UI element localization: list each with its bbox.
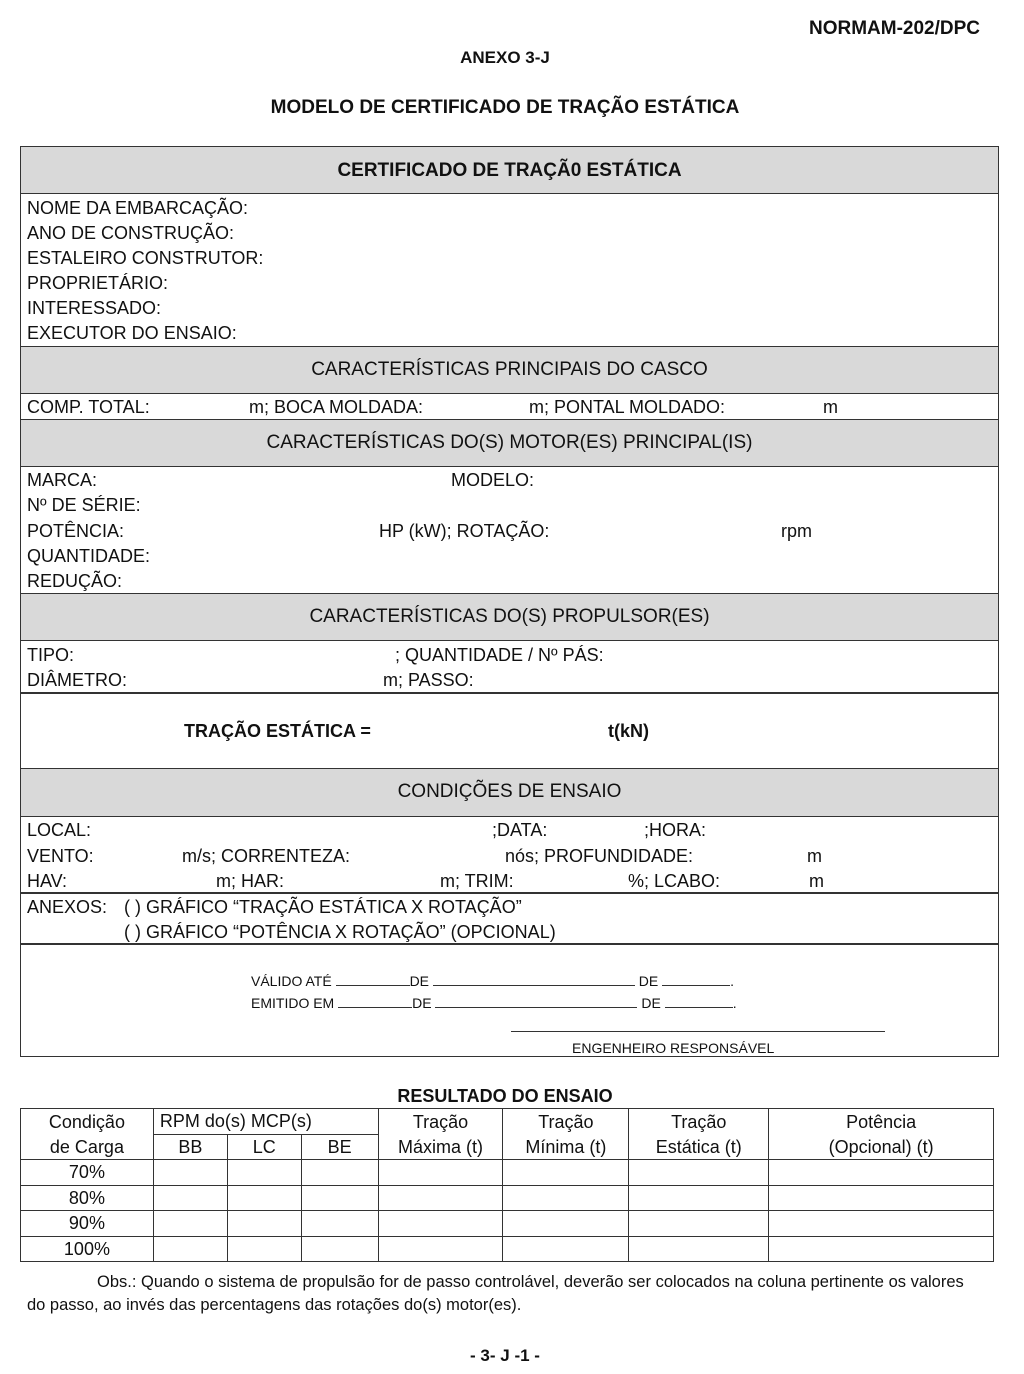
- field-interested: INTERESSADO:: [27, 298, 162, 318]
- cell-static[interactable]: [629, 1211, 769, 1237]
- field-current: m/s; CORRENTEZA:: [182, 846, 351, 866]
- header-lc: LC: [227, 1134, 301, 1160]
- hull-section-title: CARACTERÍSTICAS PRINCIPAIS DO CASCO: [21, 346, 998, 394]
- row-condition: 70%: [21, 1160, 154, 1186]
- cell-max[interactable]: [378, 1185, 503, 1211]
- attachment-power-chart: ( ) GRÁFICO “POTÊNCIA X ROTAÇÃO” (OPCIONAL): [124, 922, 556, 942]
- header-min-2: Mínima (t): [503, 1134, 629, 1160]
- hull-unit: m: [823, 397, 838, 417]
- field-reduction: REDUÇÃO:: [27, 571, 123, 591]
- field-date: ;DATA:: [492, 820, 548, 840]
- annex-label: ANEXO 3-J: [460, 48, 550, 67]
- field-rotation: HP (kW); ROTAÇÃO:: [379, 521, 550, 541]
- validity-block: [251, 970, 734, 992]
- field-total-length: COMP. TOTAL:: [27, 397, 150, 417]
- cell-be[interactable]: [301, 1236, 378, 1262]
- header-bb: BB: [153, 1134, 227, 1160]
- page-number: - 3- J -1 -: [470, 1346, 540, 1365]
- field-hour: ;HORA:: [644, 820, 707, 840]
- field-depth-water: nós; PROFUNDIDADE:: [505, 846, 694, 866]
- header-max-1: Tração: [378, 1109, 503, 1135]
- cell-max[interactable]: [378, 1211, 503, 1237]
- cell-bb[interactable]: [153, 1211, 227, 1237]
- cell-be[interactable]: [301, 1160, 378, 1186]
- static-traction-label: TRAÇÃO ESTÁTICA =: [184, 721, 371, 741]
- row-condition: 80%: [21, 1185, 154, 1211]
- rpm-unit: rpm: [781, 521, 812, 541]
- row-condition: 90%: [21, 1211, 154, 1237]
- field-hav: HAV:: [27, 871, 68, 891]
- certificate-form: [20, 146, 999, 1057]
- field-vessel-name: NOME DA EMBARCAÇÃO:: [27, 198, 249, 218]
- cell-bb[interactable]: [153, 1160, 227, 1186]
- cell-static[interactable]: [629, 1185, 769, 1211]
- header-be: BE: [301, 1134, 378, 1160]
- cell-lc[interactable]: [227, 1211, 301, 1237]
- results-title: RESULTADO DO ENSAIO: [397, 1086, 613, 1106]
- attachment-traction-chart: ( ) GRÁFICO “TRAÇÃO ESTÁTICA X ROTAÇÃO”: [124, 897, 522, 917]
- header-power-2: (Opcional) (t): [769, 1134, 994, 1160]
- issued-de-1: DE: [412, 995, 432, 1011]
- cell-power[interactable]: [769, 1160, 994, 1186]
- header-static-1: Tração: [629, 1109, 769, 1135]
- field-model: MODELO:: [451, 470, 535, 490]
- cell-static[interactable]: [629, 1236, 769, 1262]
- cell-power[interactable]: [769, 1185, 994, 1211]
- cell-static[interactable]: [629, 1160, 769, 1186]
- cell-be[interactable]: [301, 1185, 378, 1211]
- cell-bb[interactable]: [153, 1185, 227, 1211]
- cell-power[interactable]: [769, 1211, 994, 1237]
- field-har: m; HAR:: [216, 871, 285, 891]
- page-title: MODELO DE CERTIFICADO DE TRAÇÃO ESTÁTICA: [270, 97, 740, 118]
- results-table: [20, 1108, 994, 1262]
- row-condition: 100%: [21, 1236, 154, 1262]
- field-lcabo: %; LCABO:: [628, 871, 721, 891]
- cell-min[interactable]: [503, 1211, 629, 1237]
- table-row: [21, 1211, 994, 1237]
- issued-end: .: [732, 995, 737, 1011]
- propeller-section-title: CARACTERÍSTICAS DO(S) PROPULSOR(ES): [21, 593, 998, 641]
- conditions-section-title: CONDIÇÕES DE ENSAIO: [21, 768, 998, 817]
- field-brand: MARCA:: [27, 470, 98, 490]
- table-row: [21, 1236, 994, 1262]
- cell-lc[interactable]: [227, 1185, 301, 1211]
- header-max-2: Máxima (t): [378, 1134, 503, 1160]
- cell-power[interactable]: [769, 1236, 994, 1262]
- field-depth: m; PONTAL MOLDADO:: [529, 397, 726, 417]
- responsible-engineer-label: ENGENHEIRO RESPONSÁVEL: [572, 1040, 775, 1056]
- issue-block: [251, 992, 737, 1014]
- field-wind: VENTO:: [27, 846, 94, 866]
- observation-note: Obs.: Quando o sistema de propulsão for de passo controlável, deverão ser colocados na coluna pertinente os valores do passo, ao invés das percentagens das rotações do(s) motor(es).: [27, 1273, 964, 1314]
- header-min-1: Tração: [503, 1109, 629, 1135]
- valid-de-2: DE: [638, 973, 659, 989]
- valid-de-1: DE: [409, 973, 430, 989]
- signature-line: [511, 1031, 885, 1032]
- field-pitch: m; PASSO:: [383, 670, 474, 690]
- header-power-1: Potência: [769, 1109, 994, 1135]
- issued-de-2: DE: [641, 995, 661, 1011]
- cell-lc[interactable]: [227, 1236, 301, 1262]
- unit-m-2: m: [809, 871, 824, 891]
- cell-min[interactable]: [503, 1185, 629, 1211]
- header-condition-2: de Carga: [21, 1134, 154, 1160]
- field-shipyard: ESTALEIRO CONSTRUTOR:: [27, 248, 264, 268]
- field-type: TIPO:: [27, 645, 75, 665]
- cell-lc[interactable]: [227, 1160, 301, 1186]
- static-traction-unit: t(kN): [608, 721, 649, 741]
- field-diameter: DIÂMETRO:: [27, 670, 128, 690]
- field-location: LOCAL:: [27, 820, 92, 840]
- field-owner: PROPRIETÁRIO:: [27, 273, 169, 293]
- cell-min[interactable]: [503, 1160, 629, 1186]
- header-static-2: Estática (t): [629, 1134, 769, 1160]
- header-rpm: RPM do(s) MCP(s): [153, 1109, 378, 1135]
- cell-bb[interactable]: [153, 1236, 227, 1262]
- cell-max[interactable]: [378, 1236, 503, 1262]
- table-row: [21, 1160, 994, 1186]
- field-trim: m; TRIM:: [440, 871, 514, 891]
- field-build-year: ANO DE CONSTRUÇÃO:: [27, 223, 235, 243]
- issued-label: EMITIDO EM: [251, 995, 335, 1011]
- field-power: POTÊNCIA:: [27, 521, 125, 541]
- cell-be[interactable]: [301, 1211, 378, 1237]
- field-quantity: QUANTIDADE:: [27, 546, 151, 566]
- certificate-title: CERTIFICADO DE TRAÇÃ0 ESTÁTICA: [21, 147, 998, 194]
- valid-until-label: VÁLIDO ATÉ: [251, 973, 332, 989]
- field-test-executor: EXECUTOR DO ENSAIO:: [27, 323, 237, 343]
- norm-code: NORMAM-202/DPC: [808, 18, 980, 39]
- field-beam: m; BOCA MOLDADA:: [249, 397, 424, 417]
- valid-end: .: [730, 973, 735, 989]
- table-header-row: [21, 1109, 994, 1135]
- cell-min[interactable]: [503, 1236, 629, 1262]
- cell-max[interactable]: [378, 1160, 503, 1186]
- table-row: [21, 1185, 994, 1211]
- field-serial: Nº DE SÉRIE:: [27, 495, 141, 515]
- table-header-row-2: [21, 1134, 994, 1160]
- unit-m-1: m: [807, 846, 822, 866]
- motor-section-title: CARACTERÍSTICAS DO(S) MOTOR(ES) PRINCIPAL(IS): [21, 419, 998, 467]
- attachments-label: ANEXOS:: [27, 897, 108, 917]
- field-blade-count: ; QUANTIDADE / Nº PÁS:: [395, 645, 604, 665]
- header-condition-1: Condição: [21, 1109, 154, 1135]
